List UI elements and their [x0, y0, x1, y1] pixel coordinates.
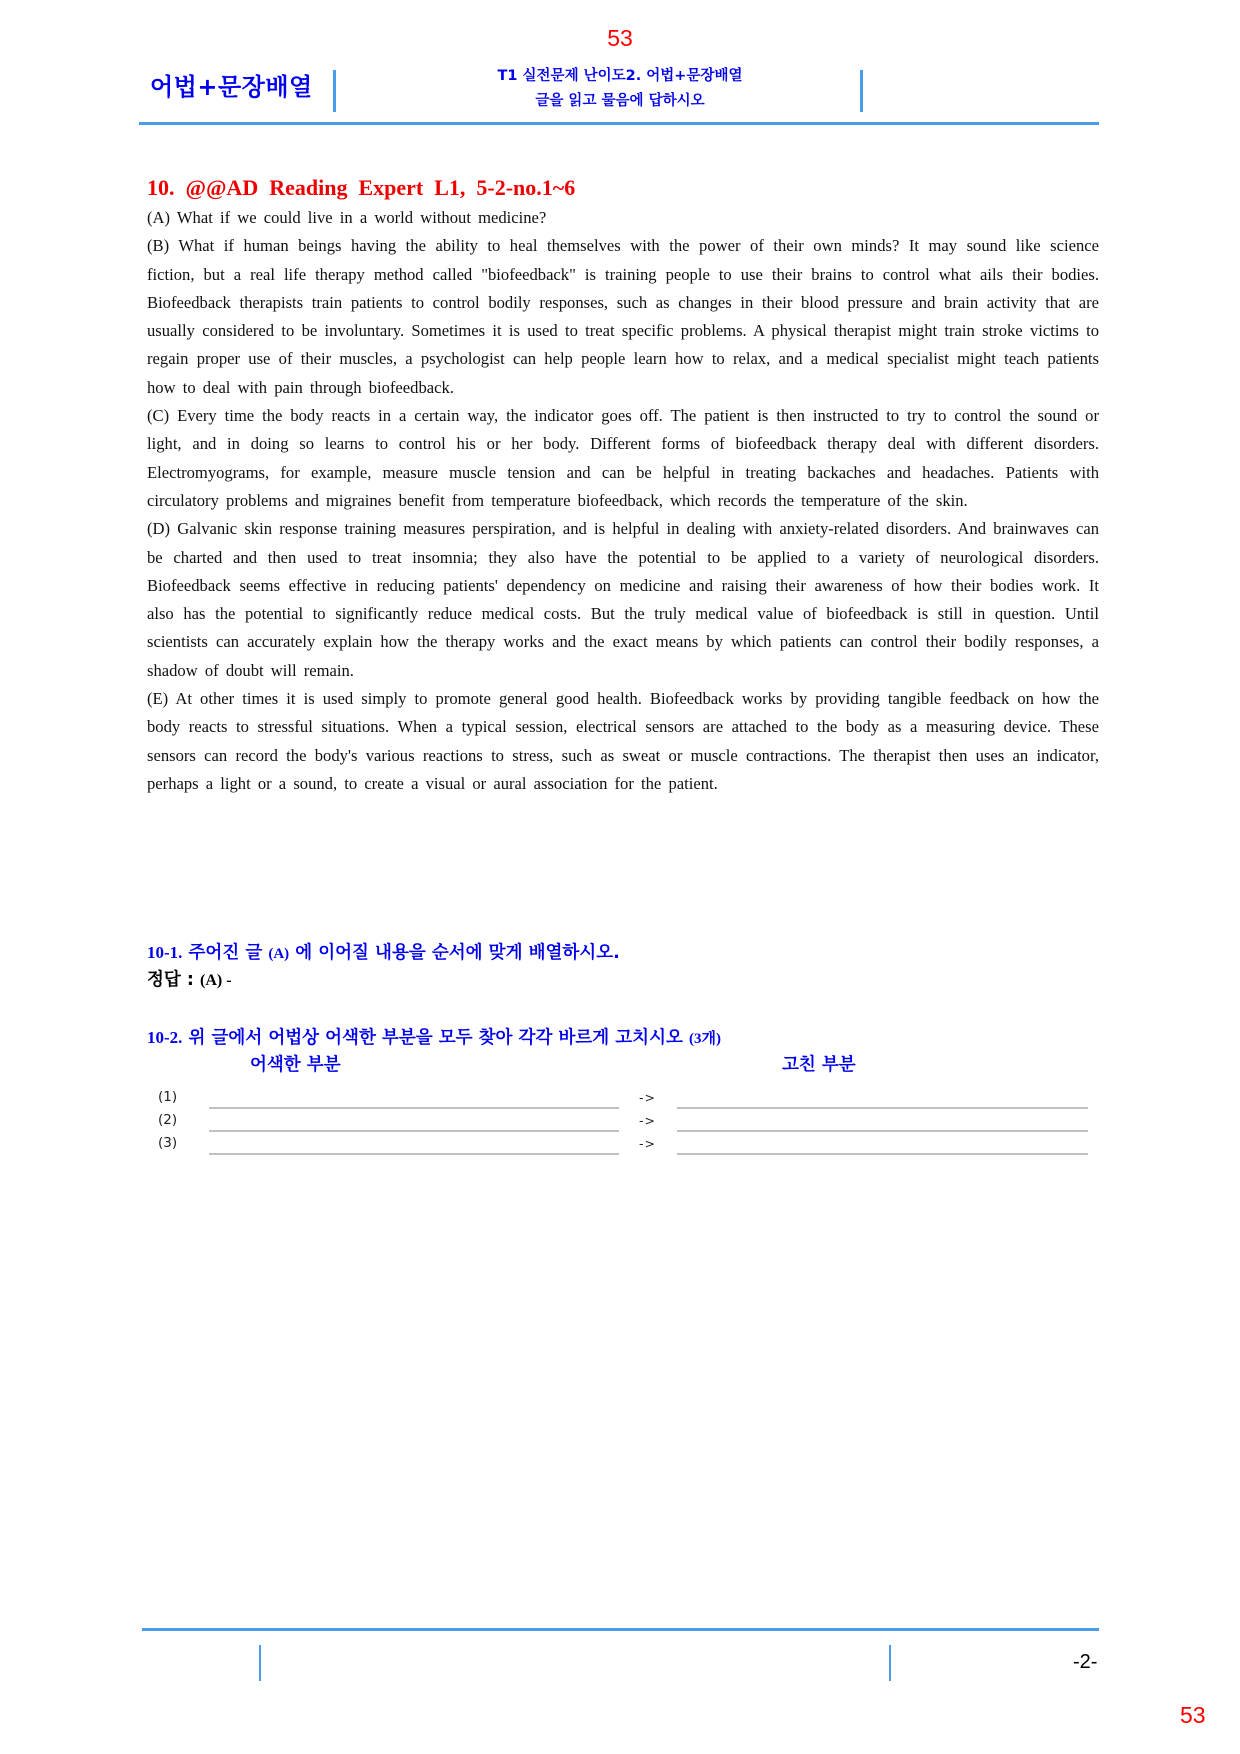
arrow-2: ->: [639, 1113, 656, 1128]
sub-question-2: [147, 1025, 721, 1052]
sub-question-2-number: 10-2.: [147, 1028, 183, 1047]
footer-rule: [142, 1628, 1099, 1631]
row-label-3: (3): [158, 1135, 178, 1151]
sub-question-2-count: (3개): [688, 1031, 721, 1047]
column-header-wrong: 어색한 부분: [250, 1055, 341, 1075]
header-rule: [139, 122, 1099, 125]
passage: [147, 204, 1099, 798]
sub-question-1: [147, 940, 620, 967]
page-number-bottom: 53: [1180, 1702, 1206, 1728]
page-number-top: 53: [607, 25, 633, 51]
paragraph-a: (A) What if we could live in a world without medicine?: [147, 208, 547, 227]
wrong-part-input-2[interactable]: [209, 1130, 619, 1132]
sub-question-1-text-before: 주어진 글: [188, 943, 263, 963]
header-divider-left: [333, 70, 336, 112]
paragraph-e: (E) At other times it is used simply to promote general good health. Biofeedback works by providing tangible feedback on how the body reacts to stressful situations. When a typical session, electrical sensors are attached to the body as a measuring device. These sensors can record the body's various reactions to stress, such as sweat or muscle contractions. The therapist then uses an indicator, perhaps a light or a sound, to create a visual or aural association for the patient.: [147, 689, 1099, 793]
sub-question-2-text: 위 글에서 어법상 어색한 부분을 모두 찾아 각각 바르게 고치시오: [188, 1028, 683, 1048]
arrow-1: ->: [639, 1090, 656, 1105]
fixed-part-input-3[interactable]: [677, 1153, 1088, 1155]
sub-question-1-ref: (A): [268, 946, 290, 962]
wrong-part-input-3[interactable]: [209, 1153, 619, 1155]
paragraph-d: (D) Galvanic skin response training measures perspiration, and is helpful in dealing with anxiety-related disorders. And brainwaves can be charted and then used to treat insomnia; they also have the potential to be applied to a variety of neurological disorders. Biofeedback seems effective in reducing patients' dependency on medicine and raising their awareness of how their bodies work. It also has the potential to significantly reduce medical costs. But the truly medical value of biofeedback is still in question. Until scientists can accurately explain how the therapy works and the exact means by which patients can control their bodily responses, a shadow of doubt will remain.: [147, 519, 1099, 680]
column-header-fixed: 고친 부분: [782, 1055, 856, 1075]
sub-question-1-number: 10-1.: [147, 943, 183, 962]
header-subtitle-line2: 글을 읽고 물음에 답하시오: [535, 93, 705, 109]
header-subtitle-line1: T1 실전문제 난이도2. 어법+문장배열: [497, 68, 743, 84]
answer-line: [147, 967, 232, 994]
footer-divider-right: [889, 1645, 891, 1681]
paragraph-c: (C) Every time the body reacts in a certain way, the indicator goes off. The patient is then instructed to try to control the sound or light, and in doing so learns to control his or her body. Different forms of biofeedback therapy deal with different disorders. Electromyograms, for example, measure muscle tension and can be helpful in treating backaches and headaches. Patients with circulatory problems and migraines benefit from temperature biofeedback, which records the temperature of the skin.: [147, 406, 1099, 510]
header-divider-right: [860, 70, 863, 112]
question-block: [147, 174, 1099, 798]
row-label-2: (2): [158, 1112, 178, 1128]
wrong-part-input-1[interactable]: [209, 1107, 619, 1109]
row-label-1: (1): [158, 1089, 178, 1105]
footer-divider-left: [259, 1645, 261, 1681]
footer-page-label: -2-: [1073, 1651, 1098, 1673]
paragraph-b: (B) What if human beings having the ability to heal themselves with the power of their own minds? It may sound like science fiction, but a real life therapy method called "biofeedback" is training people to use their brains to control what ails their bodies. Biofeedback therapists train patients to control bodily responses, such as changes in their blood pressure and brain activity that are usually considered to be involuntary. Sometimes it is used to treat specific problems. A physical therapist might train stroke victims to regain proper use of their muscles, a psychologist can help people learn how to relax, and a medical specialist might teach patients how to deal with pain through biofeedback.: [147, 236, 1099, 397]
answer-label: 정답 :: [147, 970, 194, 990]
sub-question-1-text-after: 에 이어질 내용을 순서에 맞게 배열하시오.: [295, 943, 620, 963]
question-title: 10. @@AD Reading Expert L1, 5-2-no.1~6: [147, 175, 576, 200]
section-title: 어법+문장배열: [150, 73, 313, 101]
fixed-part-input-1[interactable]: [677, 1107, 1088, 1109]
arrow-3: ->: [639, 1136, 656, 1151]
fixed-part-input-2[interactable]: [677, 1130, 1088, 1132]
answer-value[interactable]: (A) -: [200, 972, 232, 989]
